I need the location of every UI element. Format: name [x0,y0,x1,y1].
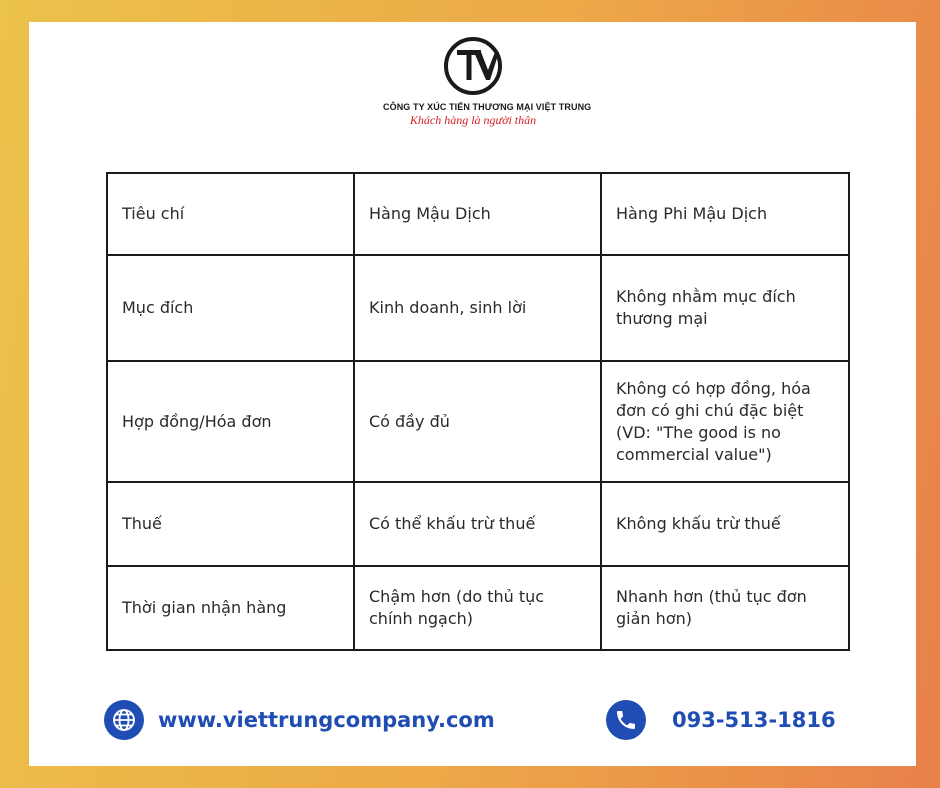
table-row [107,255,849,361]
website-link[interactable]: www.viettrungcompany.com [158,708,495,732]
comparison-table [106,172,850,651]
company-slogan: Khách hàng là người thân [409,113,537,127]
table-cell: Có thể khấu trừ thuế [354,482,601,566]
table-cell: Không khấu trừ thuế [601,482,849,566]
table-cell: Hợp đồng/Hóa đơn [107,361,354,482]
table-row [107,482,849,566]
table-cell: Thời gian nhận hàng [107,566,354,650]
globe-icon [104,700,144,740]
table-cell: Thuế [107,482,354,566]
table-cell: Không nhằm mục đích thương mại [601,255,849,361]
content-card [29,22,916,766]
table-cell: Có đầy đủ [354,361,601,482]
company-logo [383,36,592,128]
table-cell: Mục đích [107,255,354,361]
table-cell: Chậm hơn (do thủ tục chính ngạch) [354,566,601,650]
phone-number[interactable]: 093-513-1816 [672,708,836,732]
table-cell: Nhanh hơn (thủ tục đơn giản hơn) [601,566,849,650]
table-cell: Hàng Mậu Dịch [354,173,601,255]
phone-icon [606,700,646,740]
table-cell: Kinh doanh, sinh lời [354,255,601,361]
phone-contact[interactable] [606,700,836,740]
table-cell: Không có hợp đồng, hóa đơn có ghi chú đặc biệt (VD: "The good is no commercial value") [601,361,849,482]
table-row [107,566,849,650]
tv-logo-icon [443,36,503,96]
website-contact[interactable] [104,700,495,740]
table-row [107,173,849,255]
table-row [107,361,849,482]
table-cell: Hàng Phi Mậu Dịch [601,173,849,255]
company-name: CÔNG TY XÚC TIẾN THƯƠNG MẠI VIỆT TRUNG [383,102,592,112]
table-cell: Tiêu chí [107,173,354,255]
